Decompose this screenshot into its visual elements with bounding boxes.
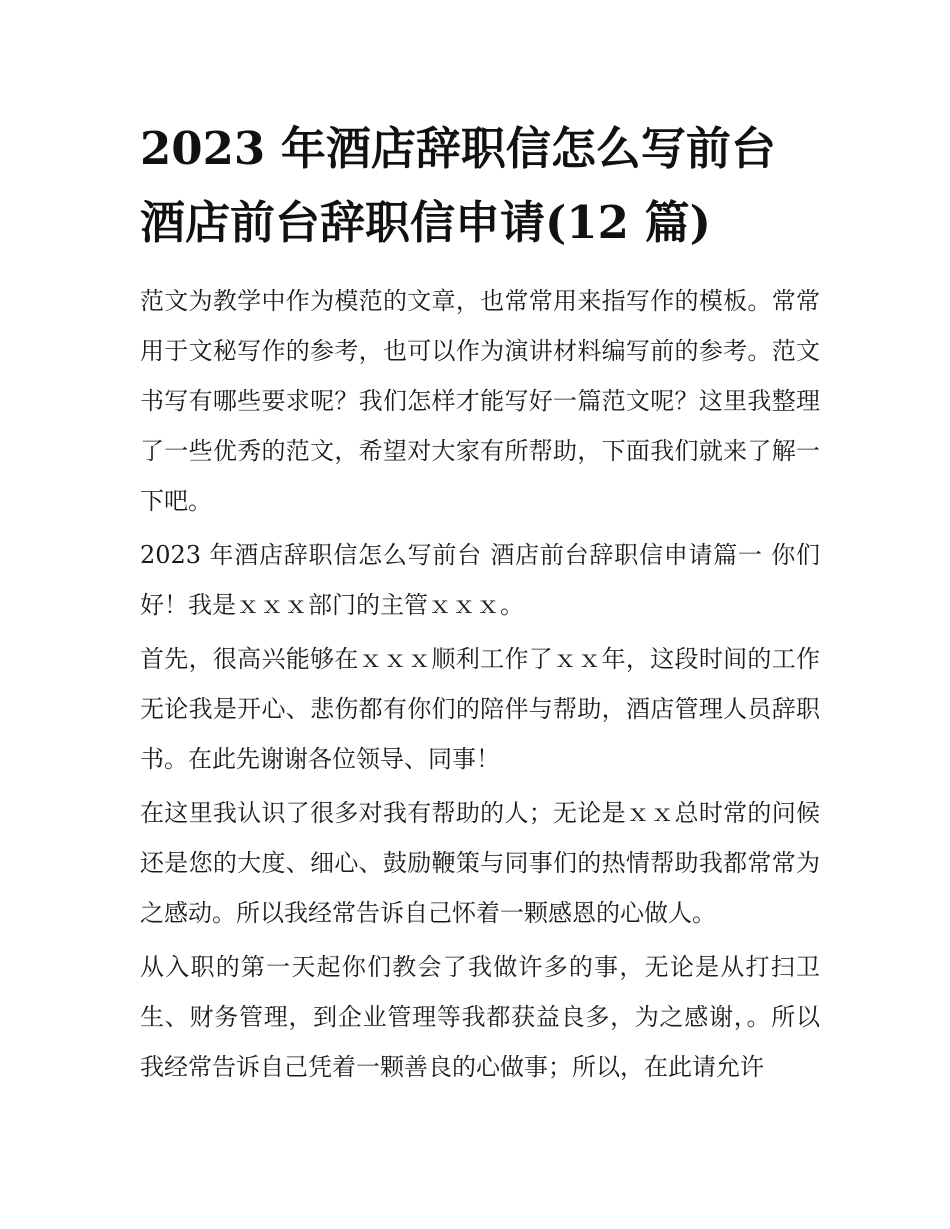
paragraph-intro: 范文为教学中作为模范的文章，也常常用来指写作的模板。常常用于文秘写作的参考，也可以作为演讲材料编写前的参考。范文书写有哪些要求呢？我们怎样才能写好一篇范文呢？这里我整理了一些优秀的范文，希望对大家有所帮助，下面我们就来了解一下吧。 [140, 287, 820, 515]
paragraph-colleagues: 在这里我认识了很多对我有帮助的人；无论是ｘｘ总时常的问候还是您的大度、细心、鼓励鞭策与同事们的热情帮助我都常常为之感动。所以我经常告诉自己怀着一颗感恩的心做人。 [140, 799, 820, 927]
paragraph-greeting: 2023 年酒店辞职信怎么写前台 酒店前台辞职信申请篇一 你们好！我是ｘｘｘ部门的主管ｘｘｘ。 [140, 541, 820, 619]
paragraph-thanks: 首先，很高兴能够在ｘｘｘ顺利工作了ｘｘ年，这段时间的工作无论我是开心、悲伤都有你们的陪伴与帮助，酒店管理人员辞职书。在此先谢谢各位领导、同事！ [140, 645, 820, 773]
document-title: 2023 年酒店辞职信怎么写前台 酒店前台辞职信申请(12 篇) [140, 122, 776, 249]
document-body [140, 276, 820, 1096]
paragraph-learning: 从入职的第一天起你们教会了我做许多的事，无论是从打扫卫生、财务管理，到企业管理等我都获益良多，为之感谢，。所以我经常告诉自己凭着一颗善良的心做事；所以，在此请允许 [140, 953, 820, 1081]
